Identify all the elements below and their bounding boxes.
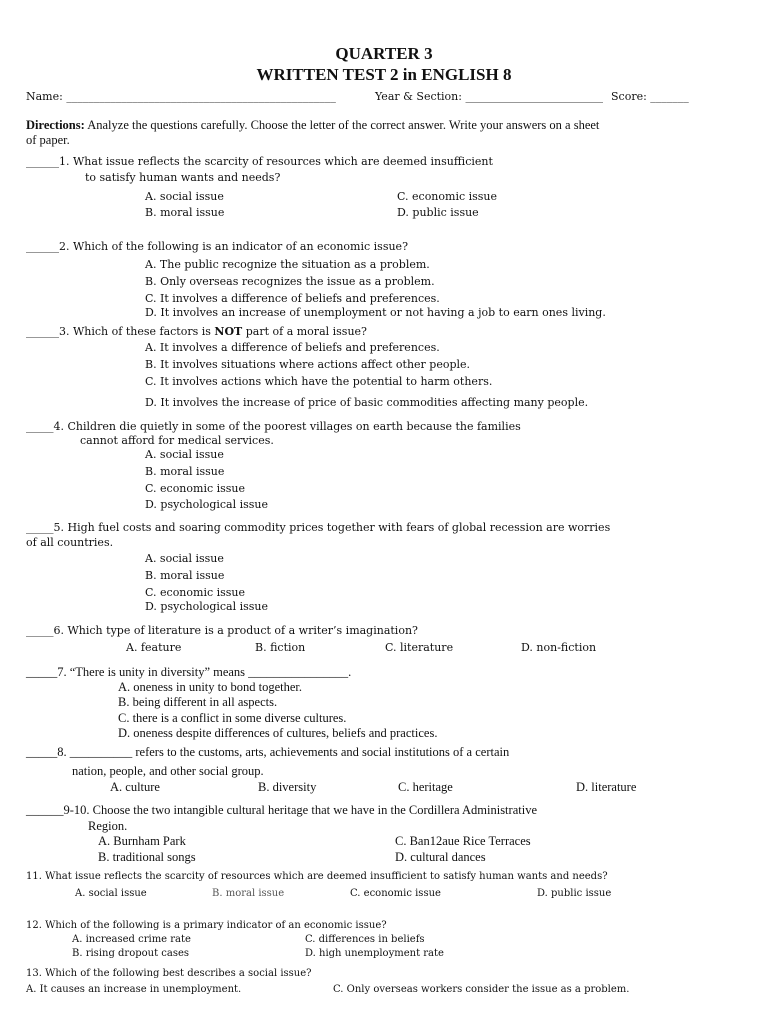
q11-option-a: A. social issue — [75, 888, 147, 899]
q9-option-b: B. traditional songs — [98, 850, 196, 864]
q1-option-c: C. economic issue — [397, 190, 498, 203]
directions-line2: of paper. — [26, 133, 70, 147]
question-5: _____5. High fuel costs and soaring commodity prices together with fears of global recession are worries — [26, 521, 611, 534]
question-6: _____6. Which type of literature is a product of a writer’s imagination? — [26, 624, 418, 637]
q4-option-d: D. psychological issue — [145, 498, 269, 511]
q12-option-a: A. increased crime rate — [72, 934, 191, 945]
q1-option-d: D. public issue — [397, 206, 479, 219]
q4-option-c: C. economic issue — [145, 482, 246, 495]
year-label: Year & Section: — [375, 90, 466, 103]
q8-option-c: C. heritage — [398, 780, 453, 794]
q12-option-b: B. rising dropout cases — [72, 948, 190, 959]
q11-option-d: D. public issue — [537, 888, 612, 899]
directions — [26, 118, 599, 132]
q5-option-b: B. moral issue — [145, 569, 225, 582]
q12-option-c: C. differences in beliefs — [305, 934, 425, 945]
q6-option-d: D. non-fiction — [521, 641, 597, 654]
question-9-10: ______9-10. Choose the two intangible cultural heritage that we have in the Cordillera Administrative — [26, 803, 537, 817]
question-3-emphasis: NOT — [214, 325, 243, 338]
page-subtitle: WRITTEN TEST 2 in ENGLISH 8 — [256, 65, 512, 84]
name-blank[interactable]: _________________________________________________ — [66, 90, 336, 103]
q9-option-d: D. cultural dances — [395, 850, 486, 864]
question-5-cont: of all countries. — [26, 536, 114, 549]
q3-option-c: C. It involves actions which have the potential to harm others. — [145, 375, 493, 388]
q3-option-d: D. It involves the increase of price of basic commodities affecting many people. — [145, 396, 589, 409]
q6-option-c: C. literature — [385, 641, 454, 654]
q6-option-b: B. fiction — [255, 641, 306, 654]
question-4-cont: cannot afford for medical services. — [80, 434, 274, 447]
q4-option-b: B. moral issue — [145, 465, 225, 478]
q6-option-a: A. feature — [126, 641, 182, 654]
question-13: 13. Which of the following best describes a social issue? — [26, 968, 312, 979]
question-3 — [26, 325, 367, 338]
q3-option-b: B. It involves situations where actions affect other people. — [145, 358, 471, 371]
q1-option-b: B. moral issue — [145, 206, 225, 219]
q7-option-b: B. being different in all aspects. — [118, 695, 278, 709]
q2-option-a: A. The public recognize the situation as a problem. — [145, 258, 430, 271]
q13-option-c: C. Only overseas workers consider the issue as a problem. — [333, 984, 630, 995]
q5-option-d: D. psychological issue — [145, 600, 269, 613]
q2-option-c: C. It involves a difference of beliefs and preferences. — [145, 292, 440, 305]
score-line — [611, 90, 689, 103]
q9-option-a: A. Burnham Park — [98, 834, 186, 848]
q7-option-a: A. oneness in unity to bond together. — [118, 680, 303, 694]
question-2: ______2. Which of the following is an indicator of an economic issue? — [26, 240, 408, 253]
q11-option-c: C. economic issue — [350, 888, 441, 899]
q8-option-b: B. diversity — [258, 780, 317, 794]
q7-option-c: C. there is a conflict in some diverse cultures. — [118, 711, 347, 725]
q2-option-d: D. It involves an increase of unemployment or not having a job to earn ones living. — [145, 306, 606, 319]
year-blank[interactable]: _________________________ — [465, 90, 603, 103]
question-3-text-end: part of a moral issue? — [242, 325, 367, 338]
year-section-line — [375, 90, 603, 103]
question-7: _____7. “There is unity in diversity” means ________________. — [26, 665, 352, 679]
q1-option-a: A. social issue — [145, 190, 224, 203]
q2-option-b: B. Only overseas recognizes the issue as a problem. — [145, 275, 435, 288]
directions-label: Directions: — [26, 118, 85, 132]
q11-option-b: B. moral issue — [212, 888, 285, 899]
question-8-cont: nation, people, and other social group. — [72, 764, 264, 778]
q3-option-a: A. It involves a difference of beliefs and preferences. — [145, 341, 440, 354]
q13-option-a: A. It causes an increase in unemployment. — [26, 984, 242, 995]
question-1: ______1. What issue reflects the scarcity of resources which are deemed insufficient — [26, 155, 493, 168]
q7-option-d: D. oneness despite differences of cultures, beliefs and practices. — [118, 726, 438, 740]
question-4: _____4. Children die quietly in some of the poorest villages on earth because the families — [26, 420, 521, 433]
question-3-text: ______3. Which of these factors is — [26, 325, 215, 338]
q4-option-a: A. social issue — [145, 448, 224, 461]
question-12: 12. Which of the following is a primary indicator of an economic issue? — [26, 920, 387, 931]
q5-option-a: A. social issue — [145, 552, 224, 565]
q5-option-c: C. economic issue — [145, 586, 246, 599]
question-11: 11. What issue reflects the scarcity of resources which are deemed insufficient to satisfy human wants and needs? — [26, 871, 608, 882]
name-label: Name: — [26, 90, 67, 103]
q12-option-d: D. high unemployment rate — [305, 948, 444, 959]
question-9-10-cont: Region. — [88, 819, 128, 833]
directions-text: Analyze the questions carefully. Choose the letter of the correct answer. Write your answers on a sheet — [84, 118, 600, 132]
score-label: Score: — [611, 90, 651, 103]
q8-option-a: A. culture — [110, 780, 160, 794]
page-title: QUARTER 3 — [335, 44, 433, 63]
question-8: _____8. __________ refers to the customs, arts, achievements and social institutions of a certain — [26, 745, 510, 759]
question-1-cont: to satisfy human wants and needs? — [85, 171, 281, 184]
q8-option-d: D. literature — [576, 780, 637, 794]
name-line — [26, 90, 336, 103]
q9-option-c: C. Ban12aue Rice Terraces — [395, 834, 531, 848]
score-blank[interactable]: _______ — [650, 90, 689, 103]
